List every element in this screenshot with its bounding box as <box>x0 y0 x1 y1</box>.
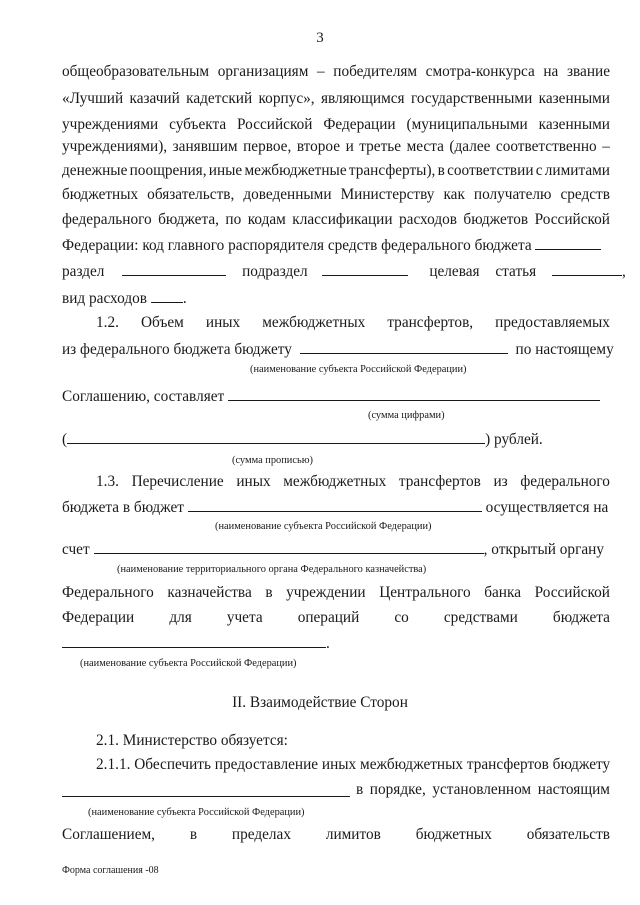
s12-caption-words: (сумма прописью) <box>232 455 313 466</box>
p1-word: трансферты), <box>348 162 436 179</box>
p1-word: организациям <box>217 63 309 80</box>
p1-word: второе <box>296 138 341 155</box>
s13-line-3: счет , открытый органу <box>62 541 604 558</box>
p1-word: «Лучший <box>62 90 124 107</box>
p1-word: смотра-конкурса <box>425 63 535 80</box>
p1-word: федерального <box>62 211 152 228</box>
p1-word: первое, <box>243 138 292 155</box>
podrazdel-label: подраздел <box>242 263 308 280</box>
p1-line-3 <box>62 116 610 134</box>
s13-line-1: 1.3. Перечисление иных межбюджетных трансфертов из федерального <box>96 473 610 490</box>
vid-row: вид расходов . <box>62 290 187 307</box>
p1-word: обязательств, <box>147 186 235 203</box>
p1-word: бюджетов <box>463 211 529 228</box>
p1-word: соответствии <box>447 162 534 179</box>
p1-line-8 <box>62 236 610 255</box>
p1-word: получателю <box>473 186 552 203</box>
p1-word: расходов <box>399 211 457 228</box>
p1-word: кадетский <box>186 90 253 107</box>
s13-account-field[interactable] <box>94 540 484 554</box>
s12-line-2: из федерального бюджета бюджету по настоящему <box>62 341 614 358</box>
p1-word: победителям <box>333 63 418 80</box>
s12-line-3: Соглашению, составляет <box>62 387 610 406</box>
celevaya-label: целевая статья <box>429 263 537 280</box>
s12-caption-digits: (сумма цифрами) <box>368 410 445 421</box>
p1-word: (далее <box>449 138 491 155</box>
p1-word: с <box>535 162 543 179</box>
p1-word: классификации <box>292 211 393 228</box>
p1-word: корпус», <box>258 90 315 107</box>
razdel-label: раздел <box>62 263 105 280</box>
p1-word: – <box>602 138 610 155</box>
p1-word: третье <box>359 138 402 155</box>
p1-word: являющимся <box>320 90 405 107</box>
p1-word: денежные <box>62 162 128 179</box>
p1-word: Федерации <box>323 116 396 133</box>
p1-line-6 <box>62 186 610 204</box>
razdel-field[interactable] <box>122 262 226 276</box>
p1-word: межбюджетные <box>244 162 347 179</box>
s12-subject-field[interactable] <box>300 340 508 354</box>
s13-line-2: бюджета в бюджет осуществляется на <box>62 499 609 516</box>
p1-word: иные <box>208 162 243 179</box>
p1-line-2 <box>62 90 610 108</box>
s13-caption-subject-2: (наименование субъекта Российской Федерации) <box>80 658 297 669</box>
p1-word: бюджета, <box>158 211 219 228</box>
p1-word: казенными <box>538 90 610 107</box>
s12-line-1: 1.2. Объем иных межбюджетных трансфертов, предоставляемых <box>96 314 610 331</box>
p1-word: места <box>406 138 444 155</box>
s13-line-4: Федерального казначейства в учреждении Центрального банка Российской <box>62 584 610 601</box>
s12-sum-digits-field[interactable] <box>228 387 600 401</box>
p1-word: Министерству <box>340 186 435 203</box>
p1-word: соответственно <box>495 138 597 155</box>
p1-word: казачий <box>129 90 180 107</box>
s211-line-1: 2.1.1. Обеспечить предоставление иных межбюджетных трансфертов бюджету <box>96 756 611 773</box>
s13-subject-field[interactable] <box>188 498 482 512</box>
p1-line-4 <box>62 138 610 156</box>
s13-budget-field[interactable] <box>62 634 326 648</box>
form-footer: Форма соглашения -08 <box>62 865 159 876</box>
p1-word: Российской <box>534 211 610 228</box>
p1-word: Российской <box>237 116 313 133</box>
podrazdel-field[interactable] <box>322 262 408 276</box>
s13-line-5: Федерации для учета операций со средствами бюджета <box>62 609 610 626</box>
celevaya-field[interactable] <box>552 262 622 276</box>
p1-word: лимитами <box>544 162 610 179</box>
p1-word: учреждениями <box>62 116 159 133</box>
p1-word: (муниципальными <box>406 116 528 133</box>
s13-caption-treasury: (наименование территориального органа Федерального казначейства) <box>117 564 427 575</box>
p1-word: учреждениями), <box>62 138 168 155</box>
s12-caption-subject: (наименование субъекта Российской Федерации) <box>250 364 467 375</box>
p1-word: поощрения, <box>129 162 207 179</box>
s12-line-4: ( ) рублей. <box>62 431 543 448</box>
p1-line-7 <box>62 211 610 229</box>
p1-word: по <box>225 211 242 228</box>
s13-line-6: . <box>62 634 610 653</box>
kgrs-field[interactable] <box>535 236 601 250</box>
section-2-title: II. Взаимодействие Сторон <box>232 694 408 711</box>
codes-row: раздел подраздел целевая статья , <box>62 263 626 280</box>
s12-sum-words-field[interactable] <box>67 430 485 444</box>
vid-field[interactable] <box>151 289 183 303</box>
p1-word: – <box>317 63 325 80</box>
p1-line-1 <box>62 63 610 81</box>
p1-line-5 <box>62 162 610 180</box>
p1-word: бюджетных <box>62 186 139 203</box>
s13-caption-subject: (наименование субъекта Российской Федерации) <box>215 521 432 532</box>
p1-word: кодам <box>247 211 286 228</box>
p1-word: занявшим <box>172 138 238 155</box>
p1-word: казенными <box>538 116 610 133</box>
p1-word: общеобразовательным <box>62 63 210 80</box>
s211-caption-subject: (наименование субъекта Российской Федерации) <box>88 807 305 818</box>
s211-subject-field[interactable] <box>62 783 350 797</box>
p1-word: доведенными <box>243 186 332 203</box>
p1-word: в <box>437 162 445 179</box>
p1-word: на <box>543 63 559 80</box>
page-number: 3 <box>316 30 324 46</box>
s21-line: 2.1. Министерство обязуется: <box>96 732 288 749</box>
p1-word: звание <box>566 63 610 80</box>
p1-word: как <box>443 186 465 203</box>
p1-word: средств <box>560 186 610 203</box>
p1-word: государственными <box>410 90 533 107</box>
p1-word: и <box>345 138 354 155</box>
vid-label: вид расходов <box>62 290 147 307</box>
p1-word: субъекта <box>169 116 227 133</box>
s211-line-2: в порядке, установленном настоящим <box>62 781 610 799</box>
s211-line-3: Соглашением, в пределах лимитов бюджетных обязательств <box>62 826 610 843</box>
kgrs-label: Федерации: код главного распорядителя средств федерального бюджета <box>62 237 532 254</box>
